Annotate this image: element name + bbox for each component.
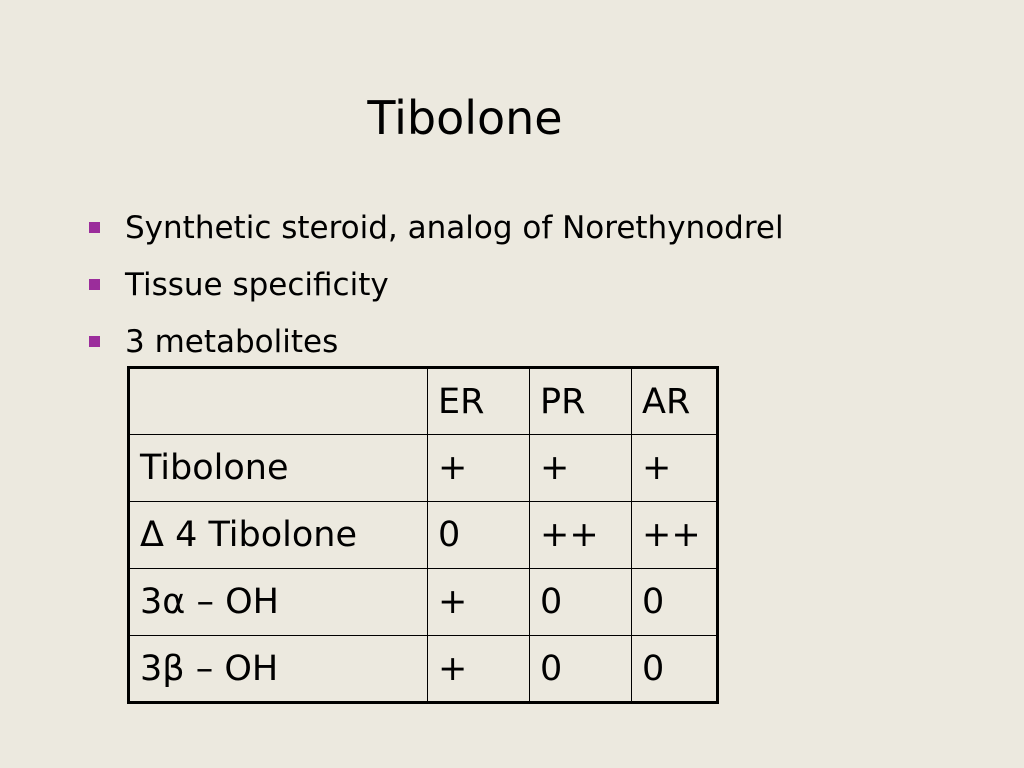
table-cell: ++ xyxy=(530,502,632,569)
table-header-cell: ER xyxy=(428,368,530,435)
table-row xyxy=(129,435,718,502)
table-header-cell xyxy=(129,368,428,435)
table-cell: Δ 4 Tibolone xyxy=(129,502,428,569)
slide-title: Tibolone xyxy=(367,91,563,145)
table-row xyxy=(129,569,718,636)
table-cell: ++ xyxy=(632,502,718,569)
bullet-text: Synthetic steroid, analog of Norethynodrel xyxy=(125,210,784,246)
table-header-row xyxy=(129,368,718,435)
square-bullet-icon xyxy=(89,336,100,347)
table-cell: + xyxy=(530,435,632,502)
table-cell: + xyxy=(632,435,718,502)
table-cell: + xyxy=(428,435,530,502)
table-cell: 0 xyxy=(632,569,718,636)
bullet-text: 3 metabolites xyxy=(125,324,339,360)
bullet-text: Tissue specificity xyxy=(125,267,389,303)
table-row xyxy=(129,502,718,569)
metabolite-receptor-table xyxy=(127,366,719,704)
table-cell: 3β – OH xyxy=(129,636,428,703)
table-header-cell: PR xyxy=(530,368,632,435)
table-header-cell: AR xyxy=(632,368,718,435)
square-bullet-icon xyxy=(89,279,100,290)
table-cell: 0 xyxy=(632,636,718,703)
table-row xyxy=(129,636,718,703)
table-cell: 0 xyxy=(428,502,530,569)
table-cell: + xyxy=(428,569,530,636)
square-bullet-icon xyxy=(89,222,100,233)
table-cell: Tibolone xyxy=(129,435,428,502)
table-cell: 0 xyxy=(530,569,632,636)
table-cell: 3α – OH xyxy=(129,569,428,636)
table-cell: + xyxy=(428,636,530,703)
table-cell: 0 xyxy=(530,636,632,703)
